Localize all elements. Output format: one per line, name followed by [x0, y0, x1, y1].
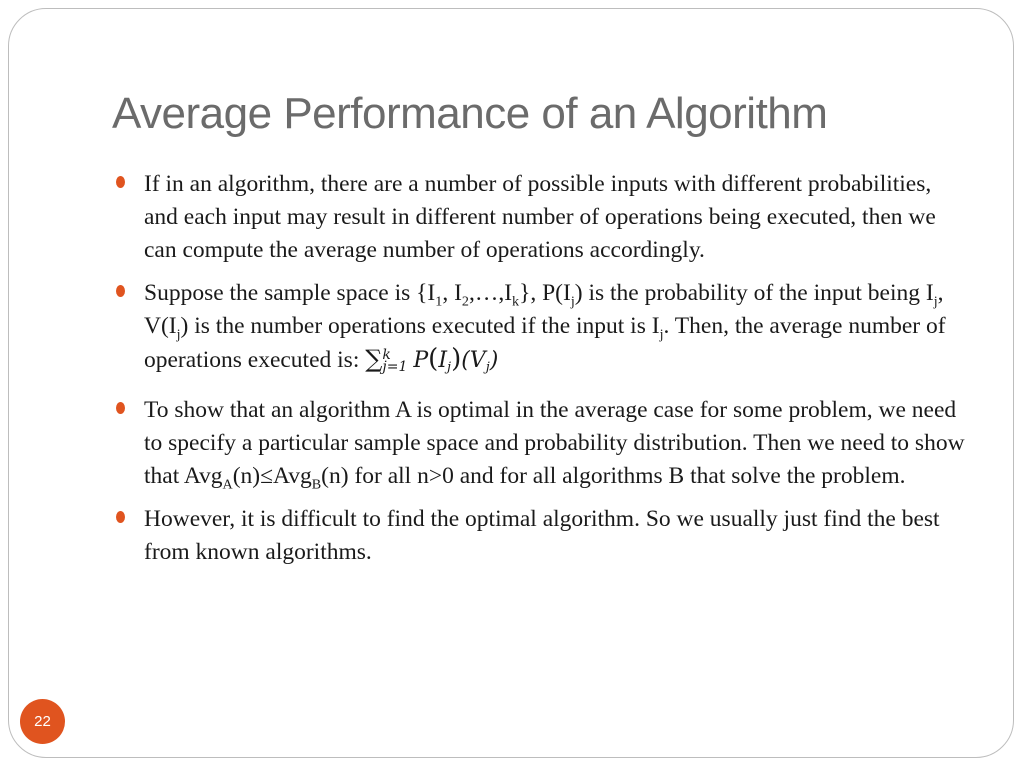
summation-formula: ∑ k j=1 P(Ij)(Vj)	[365, 344, 499, 375]
bullet-list	[116, 168, 966, 579]
bullet-text: To show that an algorithm A is optimal in the average case for some problem, we need to specify a particular sample space and probability distribution. Then we need to show that Avg$_A$(n)≤Avg$_B$(n) for all n>0 and for all algorithms B that solve the problem.	[144, 397, 965, 493]
bullet-icon	[116, 285, 125, 297]
bullet-icon	[116, 402, 125, 414]
page-number-badge: 22	[20, 699, 65, 744]
bullet-item	[116, 394, 966, 493]
bullet-text: If in an algorithm, there are a number of possible inputs with different probabilities, and each input may result in different number of operations being executed, then we can compute the average number of operations accordingly.	[144, 171, 936, 263]
bullet-item	[116, 168, 966, 267]
bullet-text: However, it is difficult to find the optimal algorithm. So we usually just find the best from known algorithms.	[144, 506, 940, 565]
bullet-item	[116, 503, 966, 569]
bullet-text: Suppose the sample space is {$I_1$, $I_2,\dots,I_k$}, $P(I_j)$ is the probability of the input being $I_j$, $V(I_j)$ is the number operations executed if the input is $I_j$. Then, the average number of operations executed is: ∑ k j=1 P(Ij)(Vj)	[144, 280, 946, 375]
bullet-item	[116, 277, 966, 384]
slide-title: Average Performance of an Algorithm	[112, 89, 828, 138]
bullet-icon	[116, 176, 125, 188]
bullet-icon	[116, 511, 125, 523]
